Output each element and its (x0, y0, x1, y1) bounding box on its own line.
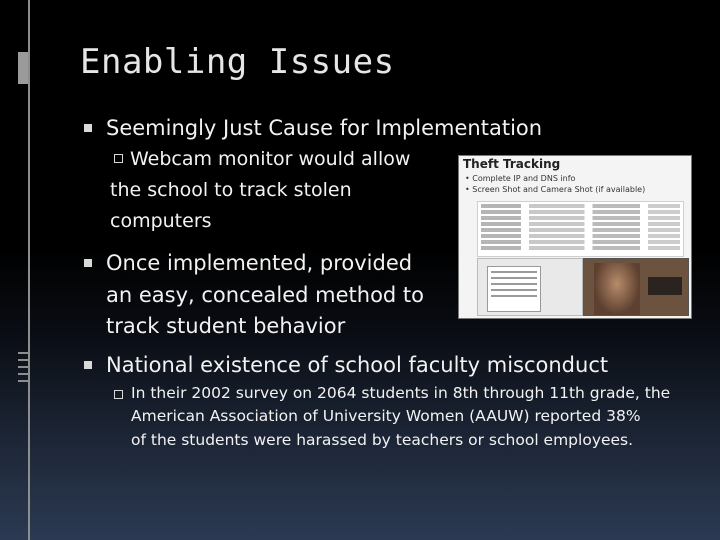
screenshot-line: • Screen Shot and Camera Shot (if available) (465, 185, 646, 194)
table-row (481, 228, 680, 232)
popup-text-line (491, 283, 537, 285)
sub-bullet-line: American Association of University Women (AAUW) reported 38% (131, 407, 641, 425)
sub-bullet-line: Webcam monitor would allow (130, 148, 411, 170)
bullet-marker (84, 361, 92, 369)
table-row (481, 216, 680, 220)
table-row (481, 210, 680, 214)
sub-bullet-marker (114, 390, 123, 399)
table-row (481, 204, 680, 208)
screenshot-line: • Complete IP and DNS info (465, 174, 576, 183)
bullet-line: an easy, concealed method to (106, 283, 425, 307)
screenshot-table (477, 201, 684, 257)
table-row (481, 246, 680, 250)
theft-tracking-screenshot (458, 155, 692, 319)
popup-text-line (491, 271, 537, 273)
sub-bullet-line: the school to track stolen (110, 179, 352, 201)
bullet-line: Once implemented, provided (106, 251, 413, 275)
bullet-marker (84, 124, 92, 132)
sub-bullet-line: In their 2002 survey on 2064 students in 8th through 11th grade, the (131, 384, 671, 402)
popup-text-line (491, 289, 537, 291)
table-row (481, 234, 680, 238)
table-row (481, 222, 680, 226)
sub-bullet-line: of the students were harassed by teachers or school employees. (131, 431, 634, 449)
camera-shot-pane (583, 258, 689, 316)
popup-text-line (491, 295, 537, 297)
screen-shot-popup (487, 266, 541, 312)
sub-bullet-line: computers (110, 210, 212, 232)
bullet-level1: Seemingly Just Cause for Implementation (106, 116, 543, 140)
bullet-level1: National existence of school faculty misconduct (106, 353, 609, 377)
bullet-line: track student behavior (106, 314, 346, 338)
slide-title: Enabling Issues (80, 42, 395, 82)
sub-bullet-marker (114, 154, 123, 163)
screenshot-title: Theft Tracking (463, 157, 561, 171)
camera-person-image (594, 263, 640, 315)
bullet-marker (84, 259, 92, 267)
popup-text-line (491, 277, 537, 279)
table-row (481, 240, 680, 244)
camera-background-object (648, 277, 682, 295)
